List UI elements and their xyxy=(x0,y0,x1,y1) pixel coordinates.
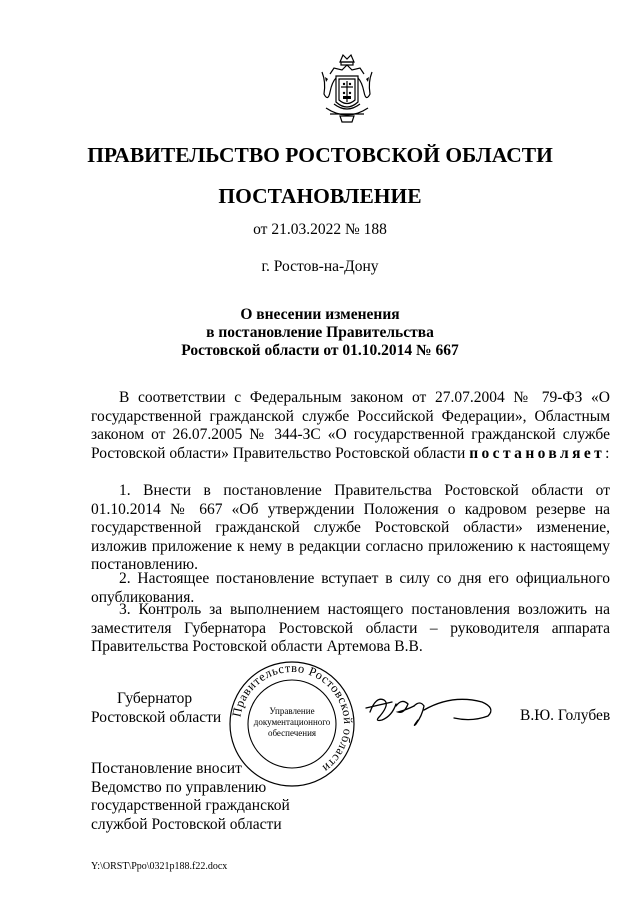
item-3-text: 3. Контроль за выполнением настоящего постановления возложить на заместителя Губернатора Ростовской области – руководителя аппарата Правительства Ростовской области Артемова В.В. xyxy=(91,601,610,656)
date-and-number: от 21.03.2022 № 188 xyxy=(253,221,387,238)
city: г. Ростов-на-Дону xyxy=(261,258,379,275)
stamp-inner-line: обеспечения xyxy=(267,728,317,738)
item-1-paragraph xyxy=(91,482,610,575)
coat-of-arms-icon xyxy=(316,52,378,126)
preamble-text: В соответствии с Федеральным законом от 27.07.2004 № 79-ФЗ «О государственной гражданской службе Российской Федерации», Областным законом от 26.07.2005 № 344-ЗС «О государственной гражданской службе Ростовской области» Правительство Ростовской области xyxy=(91,389,610,462)
decree-colon: : xyxy=(605,444,610,462)
decree-word: постановляет xyxy=(469,444,606,462)
stamp-inner-line: документационного xyxy=(253,717,331,727)
introducer-line: государственной гражданской xyxy=(91,797,290,815)
item-1-text: 1. Внести в постановление Правительства Ростовской области от 01.10.2014 № 667 «Об утверждении Положения о кадровом резерве на государственной гражданской службе Ростовской области» изменение, изложив приложение к нему в редакции согласно приложению к настоящему постановлению. xyxy=(91,482,610,574)
introducer-line: службой Ростовской области xyxy=(91,815,282,833)
file-path: Y:\ORST\Ppo\0321p188.f22.docx xyxy=(91,861,228,872)
item-3-paragraph xyxy=(91,601,610,657)
introducer-line: Ведомство по управлению xyxy=(91,778,267,796)
subject-line: в постановление Правительства xyxy=(206,324,434,341)
document-subject xyxy=(0,306,640,360)
introduced-by xyxy=(91,760,290,834)
role-line: Губернатор xyxy=(117,690,193,707)
subject-line: Ростовской области от 01.10.2014 № 667 xyxy=(181,342,459,359)
stamp-outer-text: Правительство Ростовской области xyxy=(229,660,356,776)
stamp-inner-line: Управление xyxy=(269,706,315,716)
subject-line: О внесении изменения xyxy=(240,306,400,323)
introducer-line: Постановление вносит xyxy=(91,760,242,777)
signatory-name: В.Ю. Голубев xyxy=(520,707,611,724)
item-2-text: 2. Настоящее постановление вступает в силу со дня его официального опубликования. xyxy=(91,570,610,606)
handwritten-signature xyxy=(362,690,502,730)
government-title: ПРАВИТЕЛЬСТВО РОСТОВСКОЙ ОБЛАСТИ xyxy=(87,143,553,167)
document-type: ПОСТАНОВЛЕНИЕ xyxy=(218,184,422,208)
preamble-paragraph xyxy=(91,389,610,463)
signatory-role xyxy=(91,690,221,727)
role-line: Ростовской области xyxy=(91,708,222,726)
